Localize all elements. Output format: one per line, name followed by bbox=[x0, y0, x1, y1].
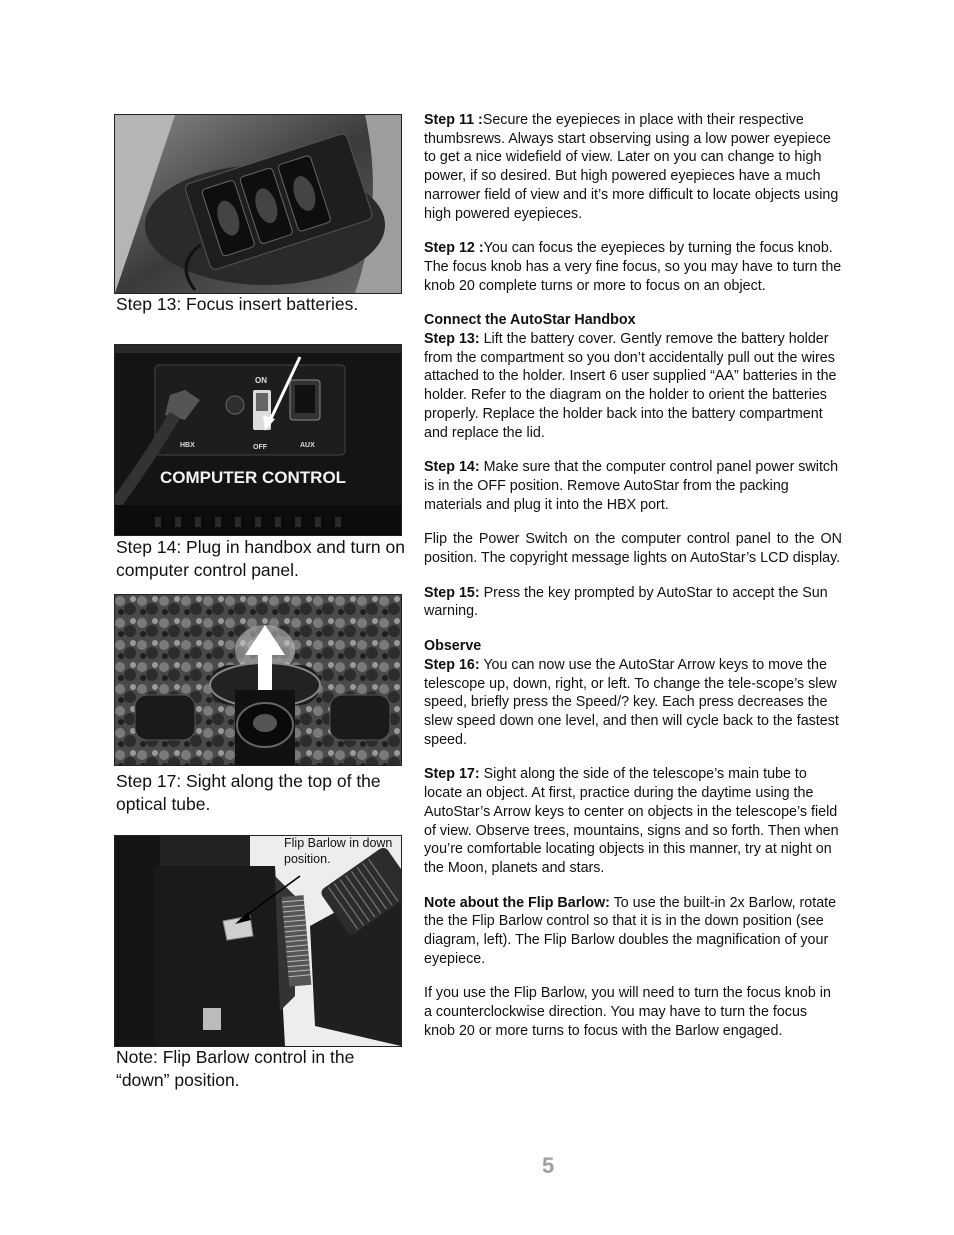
panel-aux-label: AUX bbox=[300, 442, 315, 449]
caption-photo4: Note: Flip Barlow control in the “down” position. bbox=[116, 1047, 355, 1090]
step11-paragraph bbox=[424, 111, 842, 223]
instructions-column bbox=[424, 111, 842, 1041]
step13-body: Lift the battery cover. Gently remove the battery holder from the compartment so you don’t accidentally pull out the wires attached to the holder. Insert 6 user supplied “AA” batteries in the holder. Refer to the diagram on the holder to orient the batteries properly. Replace the holder back into the battery compartment and replace the lid. bbox=[424, 331, 837, 441]
heading-connect-handbox: Connect the AutoStar Handbox bbox=[424, 312, 636, 329]
flip-power-paragraph: Flip the Power Switch on the computer control panel to the ON position. The copyright message lights on AutoStar’s LCD display. bbox=[424, 531, 842, 567]
step17-label: Step 17: bbox=[424, 766, 480, 783]
step11-label: Step 11 : bbox=[424, 112, 483, 128]
caption-photo1: Step 13: Focus insert batteries. bbox=[116, 294, 359, 314]
panel-hbx-label: HBX bbox=[180, 442, 195, 449]
step16-paragraph bbox=[424, 656, 842, 750]
panel-on-label: ON bbox=[255, 376, 267, 385]
step16-label: Step 16: bbox=[424, 656, 480, 673]
step12-body: You can focus the eyepieces by turning the focus knob. The focus knob has a very fine focus, so you may have to turn the knob 20 complete turns or more to focus on an object. bbox=[424, 240, 842, 294]
step11-body: Secure the eyepieces in place with their respective thumbsrews. Always start observing using a low power eyepiece to get a nice widefield of view. Later on you can change to high power, if so desired. But high powered eyepieces have a much narrower field of view and it’s more difficult to locate objects using high powered eyepieces. bbox=[424, 112, 839, 222]
step13-label: Step 13: bbox=[424, 331, 480, 348]
note-barlow-label: Note about the Flip Barlow: bbox=[424, 894, 610, 911]
step13-paragraph bbox=[424, 330, 842, 442]
photo-optical-tube-sight bbox=[114, 594, 402, 766]
step15-paragraph bbox=[424, 584, 842, 621]
step15-label: Step 15: bbox=[424, 584, 480, 601]
step15-body: Press the key prompted by AutoStar to accept the Sun warning. bbox=[424, 584, 828, 620]
note-barlow-paragraph bbox=[424, 894, 842, 969]
heading-observe: Observe bbox=[424, 638, 482, 655]
caption-photo3: Step 17: Sight along the top of the optical tube. bbox=[116, 771, 381, 814]
step16-body: You can now use the AutoStar Arrow keys to move the telescope up, down, right, or left. To change the tele-scope’s slew speed, briefly press the Speed/? key. Each press decreases the slew speed down one level, and then will cycle back to the fastest speed. bbox=[424, 656, 839, 748]
note-barlow-body: To use the built-in 2x Barlow, rotate the the Flip Barlow control so that it is in the down position (see diagram, left). The Flip Barlow doubles the magnification of your eyepiece. bbox=[424, 894, 837, 967]
barlow-focus-paragraph: If you use the Flip Barlow, you will need to turn the focus knob in a counterclockwise direction. You may have to turn the focus knob 20 or more turns to focus with the Barlow engaged. bbox=[424, 985, 831, 1039]
step14-label: Step 14: bbox=[424, 459, 480, 476]
step17-body: Sight along the side of the telescope’s main tube to locate an object. At first, practice during the daytime using the AutoStar’s Arrow keys to center on objects in the telescope’s field of view. Observe trees, mountains, signs and so forth. Then when you’re comfortable locating objects in this manner, try at night on the Moon, planets and stars. bbox=[424, 766, 839, 876]
photo-computer-control-panel bbox=[114, 344, 402, 536]
photo-battery-holder bbox=[114, 114, 402, 294]
barlow-callout-label: Flip Barlow in down position. bbox=[284, 836, 393, 866]
caption-photo2: Step 14: Plug in handbox and turn on computer control panel. bbox=[116, 537, 405, 580]
step17-paragraph bbox=[424, 765, 842, 877]
page-number: 5 bbox=[542, 1153, 555, 1178]
panel-off-label: OFF bbox=[253, 444, 267, 451]
step14-paragraph bbox=[424, 458, 842, 514]
panel-title-label: COMPUTER CONTROL bbox=[160, 468, 347, 487]
step12-label: Step 12 : bbox=[424, 240, 484, 257]
step14-body: Make sure that the computer control panel power switch is in the OFF position. Remove AutoStar from the packing materials and plug it into the HBX port. bbox=[424, 459, 839, 513]
step12-paragraph bbox=[424, 239, 842, 295]
